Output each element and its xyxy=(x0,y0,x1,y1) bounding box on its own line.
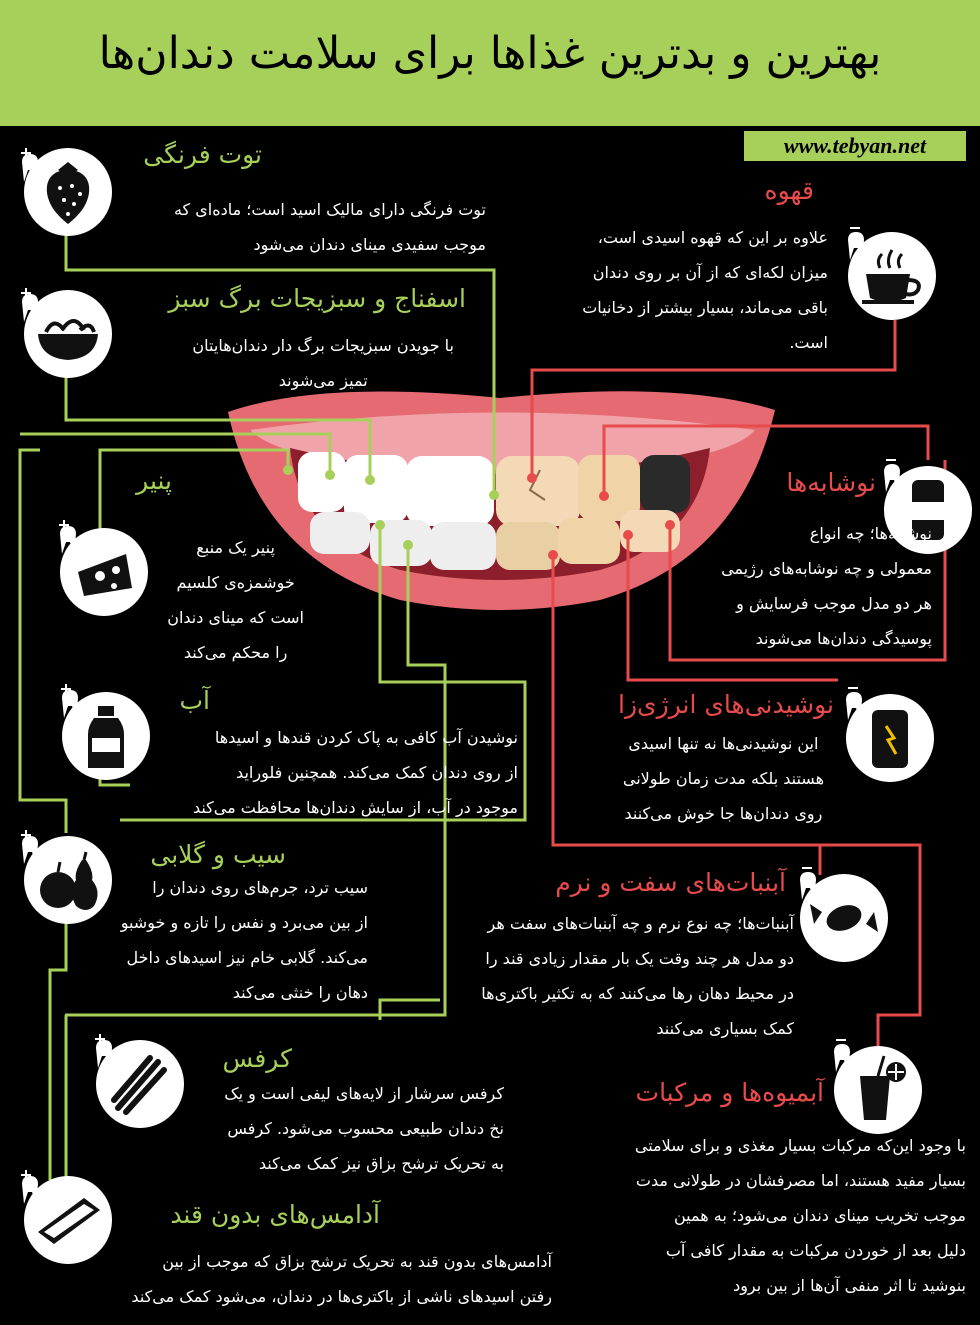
text-line: از بین می‌برد و نفس را تازه و خوشبو xyxy=(120,913,368,932)
text-line: علاوه بر این که قهوه اسیدی است، xyxy=(597,228,828,247)
tooth-plus-icon xyxy=(18,830,44,870)
bad-text-juice xyxy=(635,1128,966,1303)
text-line: پوسیدگی دندان‌ها می‌شوند xyxy=(755,629,932,648)
clean-teeth xyxy=(298,452,496,570)
text-line: کرفس سرشار از لایه‌های لیفی است و یک xyxy=(224,1084,504,1103)
tooth-minus-icon xyxy=(830,1038,856,1078)
text-line: است. xyxy=(789,333,828,352)
text-line: را محکم می‌کند xyxy=(183,643,288,662)
page-title: بهترین و بدترین غذاها برای سلامت دندان‌ها xyxy=(98,28,882,79)
bad-text-energy xyxy=(623,726,824,831)
good-title-celery: کرفس xyxy=(222,1044,292,1073)
tooth-plus-icon xyxy=(92,1034,118,1074)
mouth xyxy=(228,391,775,610)
good-title-cheese: پنیر xyxy=(136,466,172,495)
text-line: با جویدن سبزیجات برگ دار دندان‌هایتان xyxy=(192,336,454,355)
bad-text-coffee xyxy=(582,220,828,360)
text-line: این نوشیدنی‌ها نه تنها اسیدی xyxy=(628,734,819,753)
text-line: توت فرنگی دارای مالیک اسید است؛ ماده‌ای که xyxy=(173,200,486,219)
bad-title-energy: نوشیدنی‌های انرژی‌زا xyxy=(618,690,834,719)
good-title-apple-pear: سیب و گلابی xyxy=(150,840,286,869)
text-line: بسیار مفید هستند، اما مصرفشان در طولانی مدت xyxy=(635,1171,966,1190)
good-text-spinach xyxy=(192,328,454,398)
text-line: نوشابه‌ها؛ چه انواع xyxy=(809,524,932,543)
good-title-spinach: اسفناج و سبزیجات برگ سبز xyxy=(168,284,466,313)
text-line: باقی می‌ماند، بسیار بیشتر از دخانیات xyxy=(582,298,828,317)
tooth-minus-icon xyxy=(880,458,906,498)
text-line: موجب تخریب مینای دندان می‌شود؛ به همین xyxy=(673,1206,966,1225)
good-text-water xyxy=(193,720,518,825)
text-line: دهان را خنثی می‌کند xyxy=(232,983,368,1002)
bad-title-candy: آبنبات‌های سفت و نرم xyxy=(555,868,786,897)
text-line: رفتن اسیدهای ناشی از باکتری‌ها در دندان، می‌شود کمک می‌کند xyxy=(131,1287,552,1306)
text-line: از روی دندان کمک می‌کند. همچنین فلوراید xyxy=(236,763,518,782)
text-line: روی دندان‌ها جا خوش می‌کنند xyxy=(624,804,823,823)
tooth-plus-icon xyxy=(18,1170,44,1210)
text-line: نوشیدن آب کافی به پاک کردن قندها و اسیدها xyxy=(214,728,518,747)
site-url[interactable]: www.tebyan.net xyxy=(744,131,966,161)
tooth-plus-icon xyxy=(56,520,82,560)
tooth-minus-icon xyxy=(796,866,822,906)
text-line: هستند بلکه مدت زمان طولانی xyxy=(622,769,824,788)
text-line: دو مدل هر چند وقت یک بار مقدار زیادی قند را xyxy=(485,949,794,968)
tooth-minus-icon xyxy=(844,226,870,266)
text-line: می‌کند. گلابی خام نیز اسیدهای داخل xyxy=(126,948,368,967)
text-line: با وجود این‌که مرکبات بسیار مغذی و برای سلامتی xyxy=(634,1136,966,1155)
bad-title-juice: آبمیوه‌ها و مرکبات xyxy=(635,1078,824,1107)
good-text-celery xyxy=(224,1076,504,1181)
bad-text-candy xyxy=(481,906,794,1046)
bad-title-soda: نوشابه‌ها xyxy=(786,468,876,497)
text-line: نخ دندان طبیعی محسوب می‌شود. کرفس xyxy=(227,1119,504,1138)
good-title-gum: آدامس‌های بدون قند xyxy=(170,1200,380,1229)
text-line: بنوشید تا اثر منفی آن‌ها از بین برود xyxy=(733,1276,966,1295)
bad-text-soda xyxy=(721,516,932,656)
text-line: دلیل بعد از خوردن مرکبات به مقدار کافی آب xyxy=(665,1241,966,1260)
text-line: آدامس‌های بدون قند به تحریک ترشح بزاق که موجب از بین xyxy=(162,1252,552,1271)
text-line: تمیز می‌شوند xyxy=(278,371,368,390)
text-line: موجود در آب، از سایش دندان‌ها محافظت می‌کند xyxy=(192,798,518,817)
text-line: آبنبات‌ها؛ چه نوع نرم و چه آبنبات‌های سفت هر xyxy=(487,914,794,933)
text-line: در محیط دهان رها می‌کنند که به تکثیر باکتری‌ها xyxy=(481,984,794,1003)
text-line: میزان لکه‌ای که از آن بر روی دندان xyxy=(592,263,828,282)
good-title-strawberry: توت فرنگی xyxy=(143,140,262,169)
text-line: معمولی و چه نوشابه‌های رژیمی xyxy=(721,559,932,578)
good-title-water: آب xyxy=(179,686,210,715)
good-text-gum xyxy=(131,1244,552,1314)
text-line: است که مینای دندان xyxy=(167,608,304,627)
text-line: موجب سفیدی مینای دندان می‌شود xyxy=(253,235,486,254)
tooth-plus-icon xyxy=(18,288,44,328)
tooth-plus-icon xyxy=(18,148,44,188)
text-line: به تحریک ترشح بزاق نیز کمک می‌کند xyxy=(258,1154,504,1173)
bad-title-coffee: قهوه xyxy=(764,176,814,205)
text-line: خوشمزه‌ی کلسیم xyxy=(176,573,295,592)
tooth-plus-icon xyxy=(58,684,84,724)
good-text-apple-pear xyxy=(121,870,368,1010)
good-text-strawberry xyxy=(174,192,486,262)
good-text-cheese xyxy=(167,530,304,670)
text-line: هر دو مدل موجب فرسایش و xyxy=(736,594,932,613)
text-line: کمک بسیاری می‌کنند xyxy=(656,1019,794,1038)
text-line: سیب ترد، جرم‌های روی دندان را xyxy=(152,878,368,897)
text-line: پنیر یک منبع xyxy=(196,538,275,557)
tooth-minus-icon xyxy=(842,686,868,726)
